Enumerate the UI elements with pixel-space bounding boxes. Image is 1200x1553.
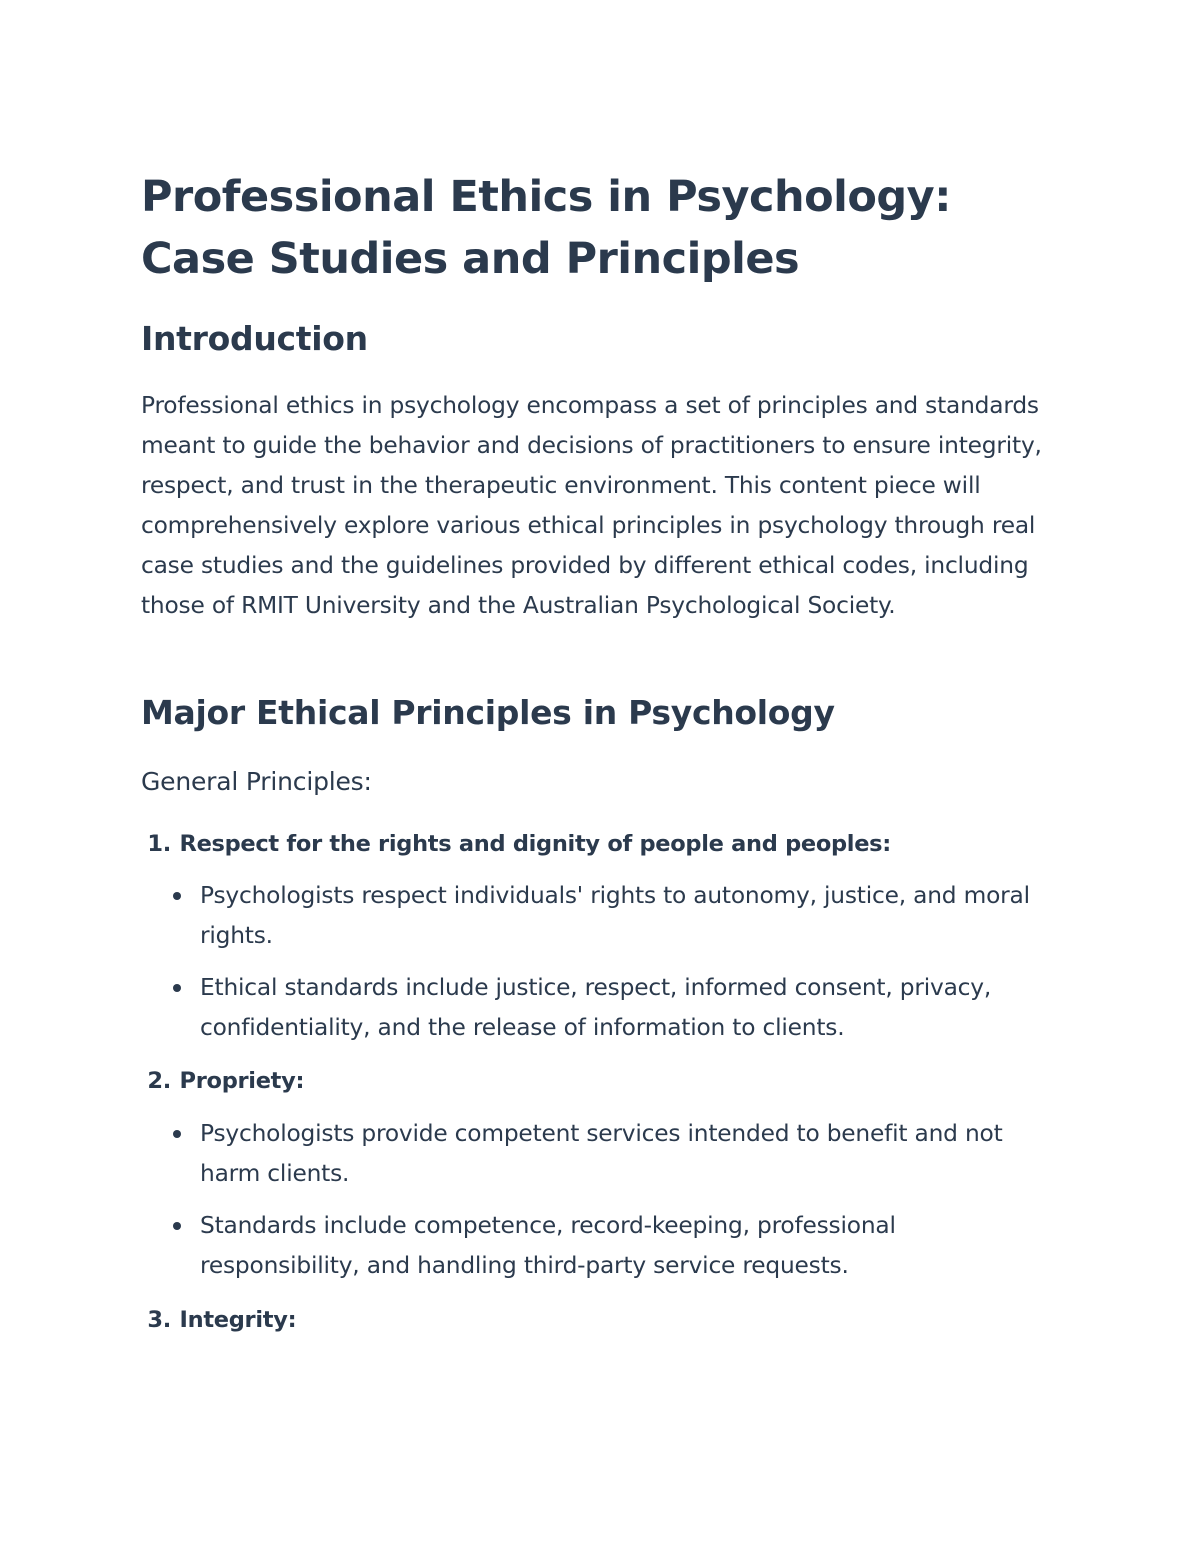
bullet-icon bbox=[173, 984, 181, 992]
major-principles-heading: Major Ethical Principles in Psychology bbox=[141, 693, 835, 732]
bullet-icon bbox=[173, 892, 181, 900]
principle-label: Propriety: bbox=[179, 1068, 305, 1094]
general-principles-subheading: General Principles: bbox=[141, 767, 372, 796]
list-item bbox=[200, 876, 1060, 956]
list-item bbox=[200, 1206, 1060, 1286]
bullet-text: Standards include competence, record-keeping, professional responsibility, and handling third-party service requests. bbox=[200, 1212, 896, 1279]
principle-label: Integrity: bbox=[179, 1307, 297, 1333]
list-item bbox=[200, 1114, 1060, 1194]
bullet-icon bbox=[173, 1130, 181, 1138]
introduction-heading: Introduction bbox=[141, 319, 368, 358]
bullet-icon bbox=[173, 1222, 181, 1230]
bullet-text: Psychologists provide competent services intended to benefit and not harm clients. bbox=[200, 1120, 1003, 1187]
page-title: Professional Ethics in Psychology: Case Studies and Principles bbox=[141, 172, 951, 284]
introduction-paragraph: Professional ethics in psychology encompass a set of principles and standards meant to guide the behavior and decisions of practitioners to ensure integrity, respect, and trust in the therapeutic environment. This content piece will comprehensively explore various ethical principles in psychology through real case studies and the guidelines provided by different ethical codes, including those of RMIT University and the Australian Psychological Society. bbox=[141, 392, 1042, 619]
principle-item bbox=[141, 1302, 296, 1338]
principle-number: 2. bbox=[147, 1068, 171, 1094]
principle-item bbox=[141, 826, 891, 862]
bullet-text: Psychologists respect individuals' rights to autonomy, justice, and moral rights. bbox=[200, 882, 1030, 949]
principle-number: 1. bbox=[147, 831, 171, 857]
bullet-text: Ethical standards include justice, respect, informed consent, privacy, confidentiality, and the release of information to clients. bbox=[200, 974, 992, 1041]
principle-label: Respect for the rights and dignity of people and peoples: bbox=[179, 831, 891, 857]
principle-number: 3. bbox=[147, 1307, 171, 1333]
principle-item bbox=[141, 1063, 304, 1099]
list-item bbox=[200, 968, 1060, 1048]
